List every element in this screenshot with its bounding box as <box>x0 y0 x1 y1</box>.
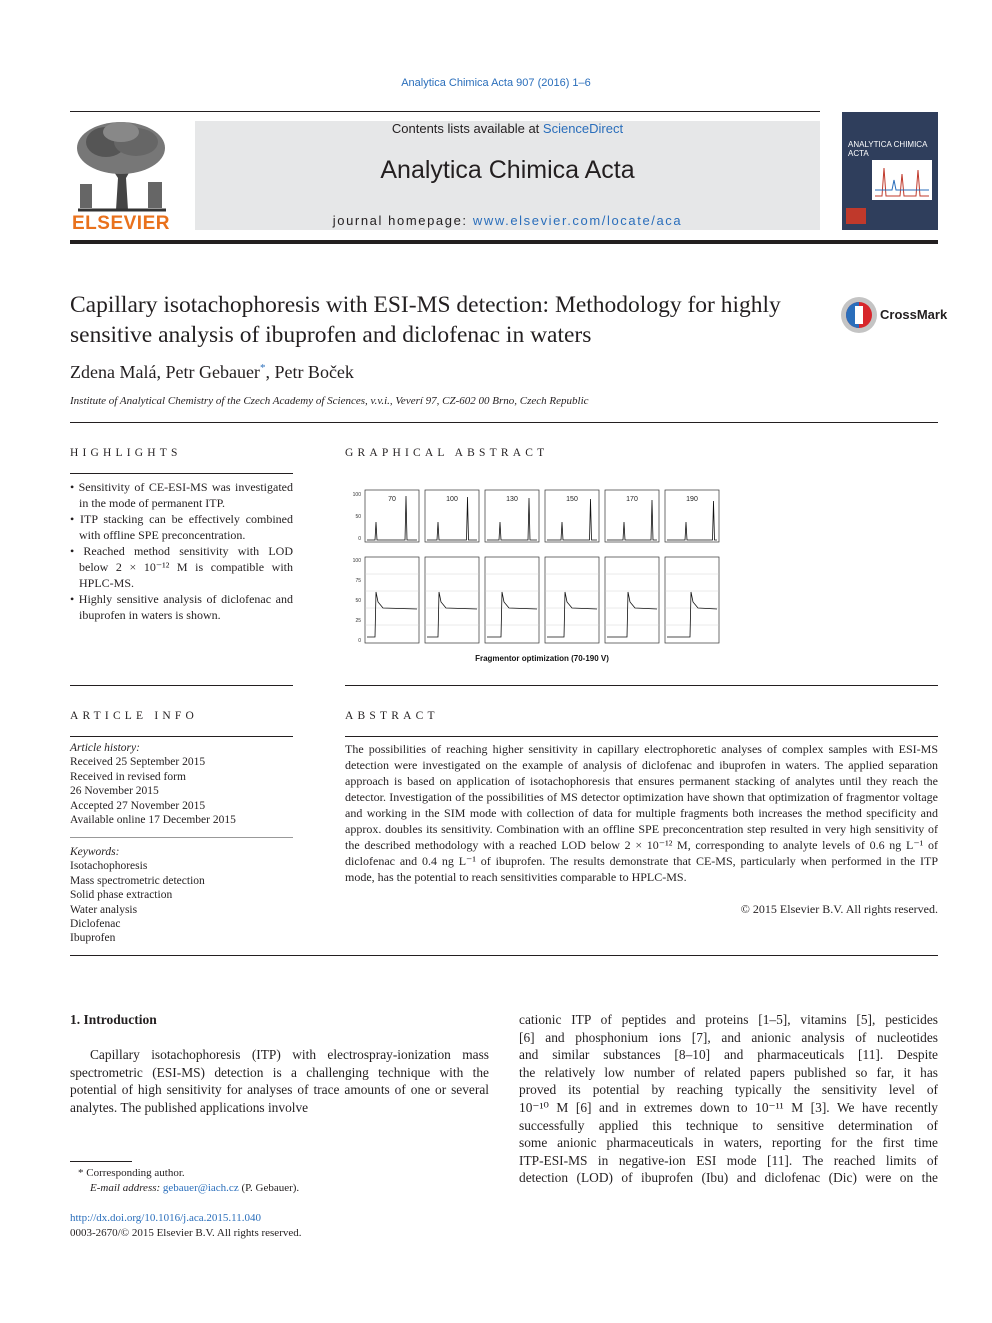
intro-line: the relatively low number of related papers published so far, it has <box>519 1064 938 1080</box>
graphical-abstract-rule <box>345 685 938 686</box>
article-info-heading: ARTICLE INFO <box>70 710 198 722</box>
journal-cover[interactable] <box>842 112 938 230</box>
article-info-rule <box>70 736 293 737</box>
keyword-item: Water analysis <box>70 903 138 916</box>
keyword-item: Ibuprofen <box>70 932 116 945</box>
ga-panel-label: 170 <box>626 496 638 503</box>
history-item: Received in revised form <box>70 770 186 783</box>
corresponding-author-mark[interactable]: * <box>259 362 266 374</box>
intro-line: ITP-ESI-MS in negative-ion ESI mode [11]. The reached limits of <box>519 1152 938 1168</box>
issn-copyright: 0003-2670/© 2015 Elsevier B.V. All rights reserved. <box>70 1227 302 1239</box>
ga-bottom-trace <box>607 592 657 637</box>
email-label: E-mail address: <box>90 1182 163 1194</box>
ga-y-tick: 0 <box>358 536 361 542</box>
ga-bottom-trace <box>547 592 597 637</box>
intro-line: cationic ITP of peptides and proteins [1–5], vitamins [5], pesticides <box>519 1012 938 1027</box>
affiliation-rule <box>70 422 938 423</box>
ga-bottom-trace <box>367 592 417 637</box>
ga-y-tick: 50 <box>355 514 361 520</box>
header-thick-rule <box>70 240 938 244</box>
graphical-abstract-heading: GRAPHICAL ABSTRACT <box>345 447 549 459</box>
intro-line: and similar substances [8–10] and pharmaceuticals [11]. Despite <box>519 1047 938 1063</box>
email-footnote <box>90 1181 299 1196</box>
ga-panel-label: 70 <box>388 496 396 503</box>
header-top-rule <box>70 111 820 112</box>
elsevier-tree-logo <box>70 118 172 213</box>
history-label: Article history: <box>70 742 140 754</box>
history-item: 26 November 2015 <box>70 785 159 798</box>
keyword-item: Diclofenac <box>70 918 121 931</box>
ga-y-tick: 100 <box>352 558 361 564</box>
ga-bottom-panel <box>545 557 599 643</box>
keywords-block <box>70 845 293 946</box>
highlight-item: • ITP stacking can be effectively combined with offline SPE preconcentration. <box>70 512 293 542</box>
introduction-paragraph-right <box>519 1011 938 1187</box>
abstract-rule <box>345 736 938 737</box>
doi-link[interactable]: http://dx.doi.org/10.1016/j.aca.2015.11.040 <box>70 1212 261 1224</box>
intro-line: successfully applied this technique to sensitive determination of <box>519 1117 938 1133</box>
front-matter-rule <box>70 955 938 956</box>
homepage-prefix: journal homepage: <box>332 213 473 228</box>
keyword-item: Solid phase extraction <box>70 889 173 902</box>
ga-top-trace <box>487 498 537 540</box>
ga-y-tick: 75 <box>355 578 361 584</box>
history-item: Received 25 September 2015 <box>70 756 206 769</box>
intro-line: detection (LOD) of ibuprofen (Ibu) and diclofenac (Dic) were on the <box>519 1170 938 1186</box>
contents-prefix: Contents lists available at <box>391 121 543 136</box>
sciencedirect-link[interactable]: ScienceDirect <box>542 121 624 136</box>
introduction-paragraph-left: Capillary isotachophoresis (ITP) with electrospray-ionization mass spectrometric (ESI-MS) detection is a challenging technique with the potential of high sensitivity for analyses of trace amounts of one or several analytes. The published applications involve <box>70 1047 489 1115</box>
author-3: , Petr Boček <box>265 362 354 382</box>
history-item: Accepted 27 November 2015 <box>70 799 206 812</box>
highlights-rule <box>70 473 293 474</box>
crossmark-label[interactable]: CrossMark <box>880 307 948 322</box>
highlights-heading: HIGHLIGHTS <box>70 447 182 459</box>
highlight-item: • Reached method sensitivity with LOD below 2 × 10⁻¹² M is compatible with HPLC-MS. <box>70 544 293 590</box>
keyword-item: Mass spectrometric detection <box>70 874 205 887</box>
ga-y-tick: 25 <box>355 618 361 624</box>
journal-title: Analytica Chimica Acta <box>380 156 635 184</box>
highlight-item: • Sensitivity of CE-ESI-MS was investigated in the mode of permanent ITP. <box>70 480 293 510</box>
author-1: Zdena Malá, <box>70 362 166 382</box>
highlights-list <box>70 479 293 623</box>
ga-bottom-panel <box>365 557 419 643</box>
ga-top-trace <box>547 499 597 540</box>
cover-chart-icon <box>872 160 932 200</box>
paper-title: Capillary isotachophoresis with ESI-MS detection: Methodology for highly sensitive analysis of ibuprofen and diclofenac in waters <box>70 292 781 348</box>
elsevier-logo-text: ELSEVIER <box>72 213 170 234</box>
introduction-heading: 1. Introduction <box>70 1012 157 1027</box>
ga-panel-label: 190 <box>686 496 698 503</box>
ga-y-tick: 0 <box>358 638 361 644</box>
ga-top-trace <box>607 500 657 540</box>
keywords-label: Keywords: <box>70 846 120 858</box>
intro-line: some anionic pharmaceuticals in waters, reporting for the first time <box>519 1135 938 1151</box>
ga-top-trace <box>667 501 717 540</box>
keyword-item: Isotachophoresis <box>70 860 148 873</box>
ga-panel-label: 130 <box>506 496 518 503</box>
ga-y-tick: 100 <box>352 492 361 498</box>
ga-top-trace <box>427 497 477 540</box>
author-list <box>70 362 354 383</box>
homepage-link[interactable]: www.elsevier.com/locate/aca <box>472 213 683 228</box>
ga-panel-label: 100 <box>446 496 458 503</box>
affiliation: Institute of Analytical Chemistry of the Czech Academy of Sciences, v.v.i., Veverí 97, CZ-602 00 Brno, Czech Republic <box>70 395 589 407</box>
history-item: Available online 17 December 2015 <box>70 814 236 827</box>
ga-panel-label: 150 <box>566 496 578 503</box>
ga-bottom-trace <box>487 592 537 637</box>
highlight-item: • Highly sensitive analysis of diclofenac and ibuprofen in waters is shown. <box>70 592 293 622</box>
cover-badge <box>846 208 866 224</box>
ga-bottom-panel <box>425 557 479 643</box>
ga-bottom-panel <box>485 557 539 643</box>
author-2: Petr Gebauer <box>165 362 260 382</box>
corresponding-footnote: * Corresponding author. <box>78 1167 185 1179</box>
keywords-rule <box>70 837 293 838</box>
homepage-line <box>195 213 820 228</box>
graphical-abstract-figure <box>345 482 725 668</box>
highlights-bottom-rule <box>70 685 293 686</box>
article-history <box>70 741 293 827</box>
footnote-rule <box>70 1161 132 1162</box>
ga-bottom-trace <box>427 592 477 637</box>
contents-line <box>195 121 820 136</box>
ga-caption: Fragmentor optimization (70-190 V) <box>475 654 609 663</box>
intro-line: 10⁻¹⁰ M [6] and in extremes down to 10⁻¹¹ M [3]. We have recently <box>519 1099 938 1115</box>
ga-bottom-trace <box>667 592 717 637</box>
email-link[interactable]: gebauer@iach.cz <box>162 1182 239 1194</box>
abstract-copyright: © 2015 Elsevier B.V. All rights reserved. <box>740 902 938 916</box>
ga-bottom-panel <box>605 557 659 643</box>
email-suffix: (P. Gebauer). <box>238 1182 300 1194</box>
abstract-text: The possibilities of reaching higher sensitivity in capillary electrophoretic analyses of complex samples with ESI-MS detection were investigated on the example of analysis of diclofenac and ibuprofen in waters. The applied separation approach is based on application of isotachophoresis that ensures permanent stacking of analytes until they reach the detector. Investigation of the possibilities of MS detector optimization have shown that optimization of fragmentor voltage and working in the SIM mode with collection of data for multiple fragments both increases the method specificity and approx. doubles its sensitivity. Combination with an offline SPE preconcentration step resulted in very high sensitivity of the described methodology with a reached LOD below 2 × 10⁻¹² M, corresponding to analyte levels of 0.6 ng L⁻¹ of diclofenac and 0.4 ng L⁻¹ of ibuprofen. The results demonstrate that CE-MS, particularly when performed in the ITP mode, has the potential to reach sensitivities comparable to HPLC-MS. <box>345 742 938 884</box>
crossmark-icon[interactable] <box>840 296 878 334</box>
ga-y-tick: 50 <box>355 598 361 604</box>
ga-bottom-panel <box>665 557 719 643</box>
intro-line: [6] and phosphonium ions [7], and anionic analysis of nucleotides <box>519 1029 938 1045</box>
abstract-heading: ABSTRACT <box>345 710 439 722</box>
intro-line: proved its potential by reaching typically the sensitivity level of <box>519 1082 938 1098</box>
cover-journal-name: ANALYTICA CHIMICA ACTA <box>848 140 927 158</box>
journal-reference[interactable]: Analytica Chimica Acta 907 (2016) 1–6 <box>401 77 591 89</box>
